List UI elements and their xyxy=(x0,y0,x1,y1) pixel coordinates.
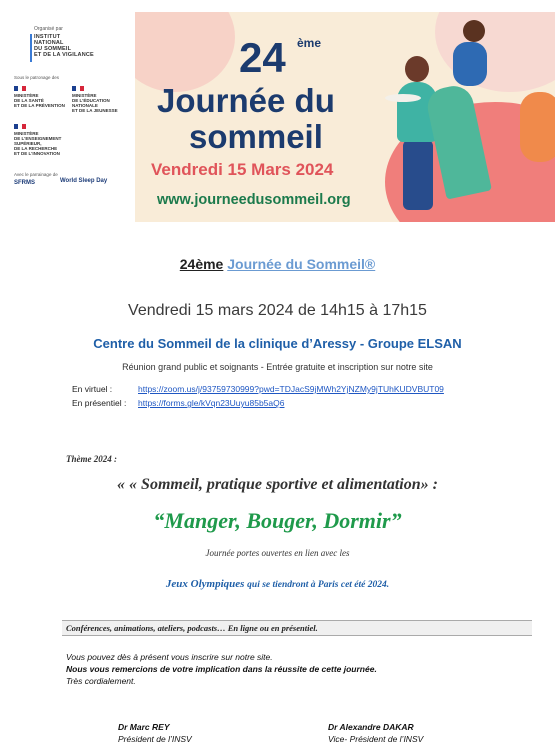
virtual-label: En virtuel : xyxy=(72,384,113,394)
banner-date: Vendredi 15 Mars 2024 xyxy=(151,160,334,179)
french-flag-icon xyxy=(14,124,26,129)
theme-label: Thème 2024 : xyxy=(66,454,117,464)
french-flag-icon xyxy=(72,86,84,91)
organized-by-label: Organisé par xyxy=(34,26,63,32)
theme-text: « « Sommeil, pratique sportive et alimentation» : xyxy=(117,476,438,493)
illustration-person xyxy=(405,56,429,82)
banner-number: 24 xyxy=(239,34,286,81)
olympics-main: Jeux Olympiques xyxy=(165,578,245,590)
signature-name: Dr Marc REY xyxy=(118,722,170,732)
sfrms-logo: SFRMS xyxy=(14,180,35,186)
in-person-label: En présentiel : xyxy=(72,398,127,408)
closing-line: Vous pouvez dès à présent vous inscrire sur notre site. xyxy=(66,652,273,662)
insv-logo-bar xyxy=(30,34,32,62)
event-description: Réunion grand public et soignants - Entrée gratuite et inscription sur notre site xyxy=(122,362,433,372)
zoom-link[interactable]: https://zoom.us/j/93759730999?pwd=TDJacS9jMWh2YjNZMy9jTUhKUDVBUT09 xyxy=(138,384,444,394)
activities-text: Conférences, animations, ateliers, podcasts… En ligne ou en présentiel. xyxy=(66,623,318,633)
banner-decor-shape xyxy=(135,12,235,92)
illustration-runner xyxy=(520,92,555,162)
event-banner xyxy=(135,12,555,222)
insv-line: DU SOMMEIL xyxy=(34,46,72,52)
banner-title-line1: Journée du xyxy=(157,82,335,119)
signature-name: Dr Alexandre DAKAR xyxy=(328,722,414,732)
french-flag-icon xyxy=(14,86,26,91)
event-date: Vendredi 15 mars 2024 de 14h15 à 17h15 xyxy=(128,302,427,319)
title-link[interactable]: Journée du Sommeil® xyxy=(227,256,376,272)
olympics-rest: qui se tiendront à Paris cet été 2024. xyxy=(247,580,390,590)
venue: Centre du Sommeil de la clinique d’Aressy - Groupe ELSAN xyxy=(93,336,462,351)
signature-role: Vice- Président de l’INSV xyxy=(328,734,424,744)
olympics-text xyxy=(0,578,555,590)
closing-line: Très cordialement. xyxy=(66,676,136,686)
registration-link[interactable]: https://forms.gle/kVqn23Uuyu85b5aQ6 xyxy=(138,398,285,408)
insv-line: NATIONAL xyxy=(34,40,64,46)
illustration-dancer xyxy=(463,20,485,42)
slogan: “Manger, Bouger, Dormir” xyxy=(153,508,402,533)
title-prefix: 24ème xyxy=(179,256,224,272)
plate-icon xyxy=(385,94,421,102)
world-sleep-day-logo: World Sleep Day xyxy=(60,178,108,184)
ministry-sante-logo: MINISTÈRE DE LA SANTÉ ET DE LA PRÉVENTION xyxy=(14,86,65,108)
ministry-education-logo: MINISTÈRE DE L'ÉDUCATION NATIONALE ET DE LA JEUNESSE xyxy=(72,86,118,113)
banner-url[interactable]: www.journeedusommeil.org xyxy=(157,192,351,208)
banner-title-line2: sommeil xyxy=(189,118,323,155)
patronage2-label: Avec le parrainage de xyxy=(14,172,58,177)
page-title xyxy=(0,256,555,272)
open-day-text: Journée portes ouvertes en lien avec les xyxy=(205,548,350,558)
illustration-dancer xyxy=(453,42,487,86)
signature-role: Président de l’INSV xyxy=(118,734,192,744)
patronage-label: Sous le patronage des xyxy=(14,75,60,80)
ministry-recherche-logo: MINISTÈRE DE L'ENSEIGNEMENT SUPÉRIEUR, DE LA RECHERCHE ET DE L'INNOVATION xyxy=(14,124,61,156)
insv-logo xyxy=(34,34,94,58)
closing-line: Nous vous remercions de votre implication dans la réussite de cette journée. xyxy=(66,664,377,674)
banner-suffix: ème xyxy=(297,36,322,50)
illustration-person xyxy=(403,140,433,210)
insv-line: ET DE LA VIGILANCE xyxy=(34,52,94,58)
insv-line: INSTITUT xyxy=(34,34,61,40)
